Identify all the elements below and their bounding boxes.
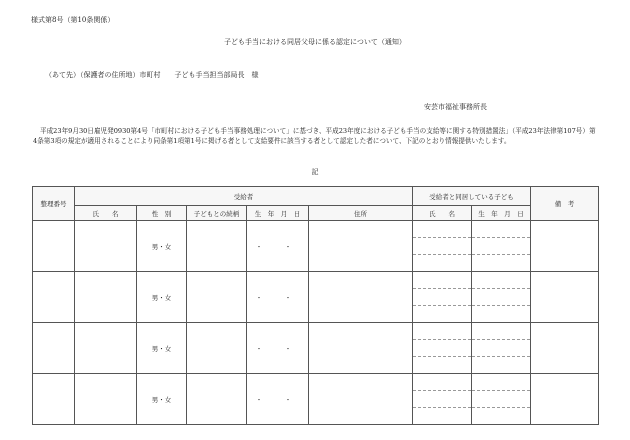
- zokugara-cell: [187, 374, 247, 425]
- shimei-cell: [75, 272, 137, 323]
- notification-table: [32, 186, 599, 425]
- table-row: [33, 272, 599, 323]
- table-row: [33, 374, 599, 425]
- jusho-cell: [309, 374, 413, 425]
- col-child-shimei: 氏 名: [413, 206, 472, 221]
- table-row: [33, 221, 599, 272]
- children-cell: [413, 374, 531, 425]
- sender: 安芸市福祉事務所長: [424, 103, 487, 111]
- biko-cell: [531, 221, 599, 272]
- birth-cell: ・ ・: [247, 374, 309, 425]
- header-biko: 備 考: [531, 187, 599, 221]
- zokugara-cell: [187, 323, 247, 374]
- seibetsu-cell: 男・女: [137, 323, 187, 374]
- table-row: [33, 323, 599, 374]
- jusho-cell: [309, 272, 413, 323]
- jusho-cell: [309, 323, 413, 374]
- seiri-bango-cell: [33, 374, 75, 425]
- ki-label: 記: [311, 168, 319, 176]
- seiri-bango-cell: [33, 272, 75, 323]
- jusho-cell: [309, 221, 413, 272]
- children-cell: [413, 323, 531, 374]
- header-jukyusha: 受給者: [75, 187, 413, 206]
- shimei-cell: [75, 323, 137, 374]
- birth-cell: ・ ・: [247, 323, 309, 374]
- zokugara-cell: [187, 272, 247, 323]
- children-cell: [413, 221, 531, 272]
- seibetsu-cell: 男・女: [137, 374, 187, 425]
- seibetsu-cell: 男・女: [137, 221, 187, 272]
- children-cell: [413, 272, 531, 323]
- seiri-bango-cell: [33, 221, 75, 272]
- biko-cell: [531, 374, 599, 425]
- addressee: （あて先）（保護者の住所地）市町村 子ども手当担当部局長 様: [45, 71, 259, 79]
- document-title: 子ども手当における同居父母に係る認定について（通知）: [224, 38, 406, 46]
- col-zokugara: 子どもとの続柄: [187, 206, 247, 221]
- body-text: 平成23年9月30日雇児発0930第4号「市町村における子ども手当事務処理について」に基づき、平成23年度における子ども手当の支給等に関する特別措置法」（平成23年法律第107号）第4条第3項の規定が適用されることにより同条第1項第1号に掲げる者として支給要件に該当する者として認定した者について、下記のとおり情報提供いたします。: [33, 127, 596, 145]
- biko-cell: [531, 323, 599, 374]
- shimei-cell: [75, 221, 137, 272]
- col-jusho: 住所: [309, 206, 413, 221]
- col-seinengappi: 生 年 月 日: [247, 206, 309, 221]
- seiri-bango-cell: [33, 323, 75, 374]
- header-children: 受給者と同居している子ども: [413, 187, 531, 206]
- col-child-seinengappi: 生 年 月 日: [472, 206, 531, 221]
- birth-cell: ・ ・: [247, 221, 309, 272]
- shimei-cell: [75, 374, 137, 425]
- col-seibetsu: 性 別: [137, 206, 187, 221]
- biko-cell: [531, 272, 599, 323]
- header-seiri-bango: 整理番号: [33, 187, 75, 221]
- col-shimei: 氏 名: [75, 206, 137, 221]
- seibetsu-cell: 男・女: [137, 272, 187, 323]
- birth-cell: ・ ・: [247, 272, 309, 323]
- form-number: 様式第8号（第10条関係）: [31, 16, 115, 24]
- zokugara-cell: [187, 221, 247, 272]
